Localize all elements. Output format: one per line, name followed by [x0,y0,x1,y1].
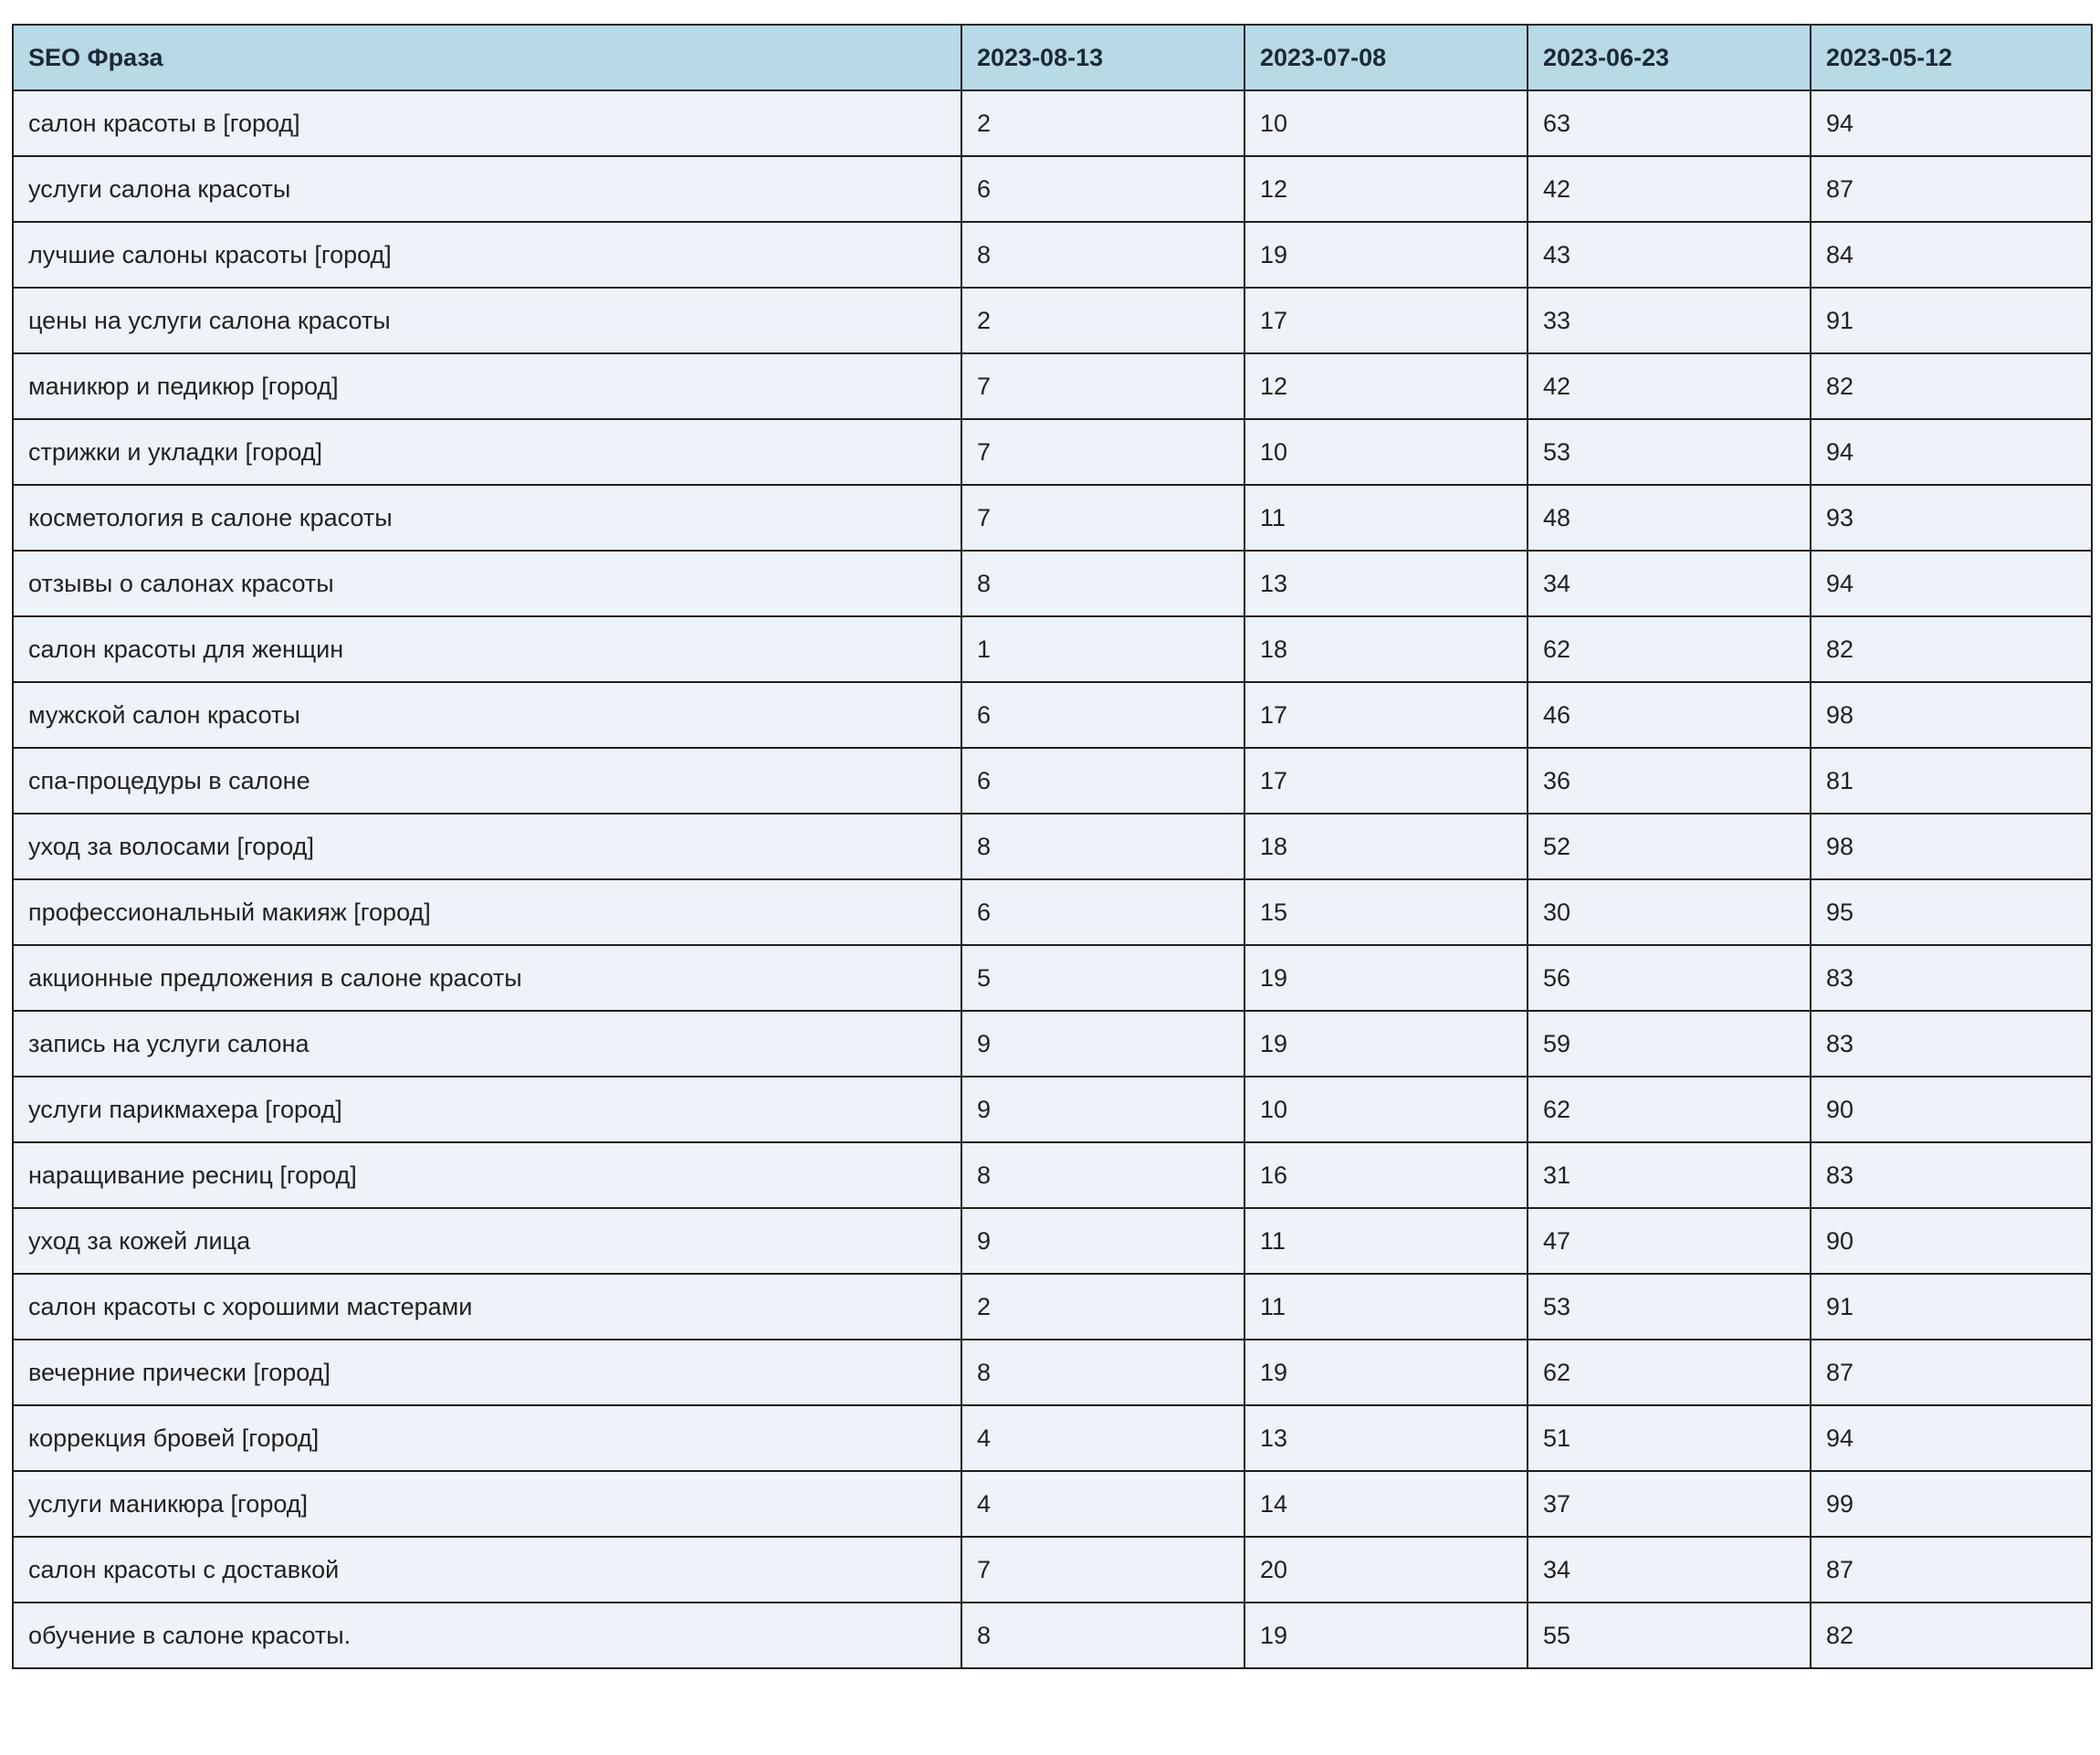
cell-rank: 91 [1811,288,2092,353]
cell-rank: 19 [1244,945,1528,1011]
cell-phrase: коррекция бровей [город] [13,1405,961,1471]
cell-rank: 10 [1244,1077,1528,1142]
cell-rank: 6 [961,748,1244,814]
cell-phrase: запись на услуги салона [13,1011,961,1077]
cell-rank: 62 [1528,616,1811,682]
table-row [13,814,2092,879]
cell-rank: 30 [1528,879,1811,945]
table-row [13,485,2092,551]
header-cell-date: 2023-07-08 [1244,25,1528,90]
header-row [13,25,2092,90]
cell-rank: 2 [961,1274,1244,1340]
cell-rank: 20 [1244,1537,1528,1603]
cell-rank: 94 [1811,419,2092,485]
cell-rank: 81 [1811,748,2092,814]
cell-rank: 9 [961,1208,1244,1274]
cell-rank: 8 [961,1603,1244,1668]
cell-rank: 10 [1244,419,1528,485]
cell-rank: 7 [961,419,1244,485]
header-cell-date: 2023-06-23 [1528,25,1811,90]
table-row [13,222,2092,288]
cell-rank: 14 [1244,1471,1528,1537]
cell-rank: 83 [1811,945,2092,1011]
table-row [13,1142,2092,1208]
table-row [13,1208,2092,1274]
cell-phrase: стрижки и укладки [город] [13,419,961,485]
cell-rank: 98 [1811,682,2092,748]
cell-rank: 94 [1811,1405,2092,1471]
cell-rank: 19 [1244,222,1528,288]
table-row [13,1340,2092,1405]
cell-rank: 37 [1528,1471,1811,1537]
seo-rankings-table-wrapper [12,24,2091,1669]
cell-rank: 6 [961,682,1244,748]
cell-rank: 4 [961,1471,1244,1537]
cell-phrase: мужской салон красоты [13,682,961,748]
cell-phrase: салон красоты с хорошими мастерами [13,1274,961,1340]
cell-rank: 34 [1528,551,1811,616]
table-row [13,90,2092,156]
header-cell-date: 2023-05-12 [1811,25,2092,90]
cell-rank: 2 [961,288,1244,353]
cell-rank: 8 [961,222,1244,288]
cell-rank: 11 [1244,1208,1528,1274]
cell-phrase: уход за волосами [город] [13,814,961,879]
table-row [13,879,2092,945]
cell-rank: 1 [961,616,1244,682]
cell-rank: 87 [1811,156,2092,222]
cell-rank: 91 [1811,1274,2092,1340]
cell-rank: 51 [1528,1405,1811,1471]
cell-rank: 7 [961,1537,1244,1603]
cell-phrase: вечерние прически [город] [13,1340,961,1405]
cell-rank: 15 [1244,879,1528,945]
cell-rank: 4 [961,1405,1244,1471]
cell-phrase: лучшие салоны красоты [город] [13,222,961,288]
table-row [13,1405,2092,1471]
cell-rank: 42 [1528,353,1811,419]
table-row [13,288,2092,353]
cell-rank: 9 [961,1077,1244,1142]
cell-rank: 87 [1811,1340,2092,1405]
cell-rank: 6 [961,156,1244,222]
cell-rank: 93 [1811,485,2092,551]
cell-rank: 13 [1244,1405,1528,1471]
cell-rank: 98 [1811,814,2092,879]
cell-phrase: салон красоты с доставкой [13,1537,961,1603]
cell-rank: 48 [1528,485,1811,551]
cell-rank: 47 [1528,1208,1811,1274]
cell-rank: 63 [1528,90,1811,156]
cell-phrase: профессиональный макияж [город] [13,879,961,945]
table-row [13,616,2092,682]
table-row [13,945,2092,1011]
cell-rank: 16 [1244,1142,1528,1208]
cell-phrase: спа-процедуры в салоне [13,748,961,814]
cell-rank: 17 [1244,748,1528,814]
cell-rank: 83 [1811,1011,2092,1077]
cell-phrase: салон красоты в [город] [13,90,961,156]
cell-rank: 19 [1244,1603,1528,1668]
cell-rank: 62 [1528,1077,1811,1142]
cell-rank: 59 [1528,1011,1811,1077]
header-cell-date: 2023-08-13 [961,25,1244,90]
cell-rank: 53 [1528,1274,1811,1340]
cell-phrase: отзывы о салонах красоты [13,551,961,616]
cell-rank: 13 [1244,551,1528,616]
cell-phrase: услуги салона красоты [13,156,961,222]
cell-rank: 7 [961,353,1244,419]
cell-rank: 55 [1528,1603,1811,1668]
table-row [13,156,2092,222]
cell-rank: 18 [1244,616,1528,682]
cell-rank: 10 [1244,90,1528,156]
cell-rank: 8 [961,1340,1244,1405]
cell-rank: 42 [1528,156,1811,222]
cell-rank: 82 [1811,616,2092,682]
table-row [13,1274,2092,1340]
cell-rank: 53 [1528,419,1811,485]
cell-rank: 11 [1244,1274,1528,1340]
cell-rank: 62 [1528,1340,1811,1405]
cell-rank: 19 [1244,1340,1528,1405]
cell-phrase: акционные предложения в салоне красоты [13,945,961,1011]
cell-rank: 8 [961,814,1244,879]
table-row [13,419,2092,485]
cell-rank: 90 [1811,1077,2092,1142]
cell-rank: 17 [1244,288,1528,353]
cell-phrase: цены на услуги салона красоты [13,288,961,353]
cell-phrase: косметология в салоне красоты [13,485,961,551]
table-body [13,90,2092,1668]
cell-rank: 12 [1244,156,1528,222]
table-row [13,1471,2092,1537]
table-row [13,353,2092,419]
header-cell-phrase: SEO Фраза [13,25,961,90]
cell-phrase: уход за кожей лица [13,1208,961,1274]
cell-rank: 43 [1528,222,1811,288]
cell-rank: 82 [1811,353,2092,419]
cell-rank: 8 [961,1142,1244,1208]
cell-phrase: маникюр и педикюр [город] [13,353,961,419]
cell-rank: 5 [961,945,1244,1011]
cell-rank: 99 [1811,1471,2092,1537]
cell-phrase: салон красоты для женщин [13,616,961,682]
cell-phrase: наращивание ресниц [город] [13,1142,961,1208]
table-row [13,551,2092,616]
table-row [13,1077,2092,1142]
cell-rank: 7 [961,485,1244,551]
cell-rank: 56 [1528,945,1811,1011]
cell-rank: 84 [1811,222,2092,288]
cell-rank: 52 [1528,814,1811,879]
cell-rank: 90 [1811,1208,2092,1274]
cell-rank: 12 [1244,353,1528,419]
cell-phrase: услуги маникюра [город] [13,1471,961,1537]
cell-phrase: обучение в салоне красоты. [13,1603,961,1668]
cell-rank: 6 [961,879,1244,945]
cell-rank: 87 [1811,1537,2092,1603]
cell-rank: 2 [961,90,1244,156]
cell-rank: 11 [1244,485,1528,551]
cell-rank: 95 [1811,879,2092,945]
cell-phrase: услуги парикмахера [город] [13,1077,961,1142]
table-row [13,748,2092,814]
cell-rank: 82 [1811,1603,2092,1668]
table-row [13,1011,2092,1077]
cell-rank: 33 [1528,288,1811,353]
table-row [13,1603,2092,1668]
cell-rank: 83 [1811,1142,2092,1208]
cell-rank: 9 [961,1011,1244,1077]
cell-rank: 19 [1244,1011,1528,1077]
table-row [13,1537,2092,1603]
cell-rank: 94 [1811,551,2092,616]
cell-rank: 94 [1811,90,2092,156]
cell-rank: 18 [1244,814,1528,879]
cell-rank: 31 [1528,1142,1811,1208]
cell-rank: 17 [1244,682,1528,748]
cell-rank: 36 [1528,748,1811,814]
cell-rank: 8 [961,551,1244,616]
cell-rank: 46 [1528,682,1811,748]
table-header [13,25,2092,90]
table-row [13,682,2092,748]
seo-rankings-table [12,24,2093,1669]
cell-rank: 34 [1528,1537,1811,1603]
